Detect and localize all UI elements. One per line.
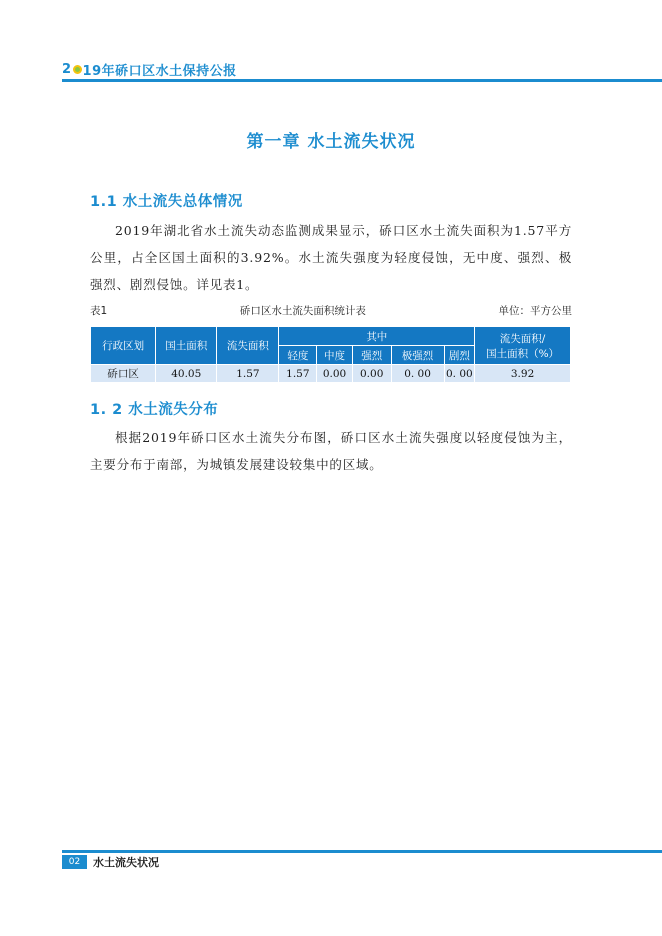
cell-very-intense: 0. 00 [391, 365, 444, 383]
table-unit: 单位：平方公里 [498, 305, 572, 317]
table-caption [90, 303, 572, 318]
header-region: 行政区划 [91, 327, 156, 365]
cell-intense: 0.00 [352, 365, 391, 383]
footer-section-label: 水土流失状况 [93, 856, 159, 869]
header-very-intense: 极强烈 [391, 346, 444, 365]
sun-logo-icon [73, 65, 82, 74]
header-title-suffix: 19年硚口区水土保持公报 [82, 64, 237, 79]
erosion-statistics-table [90, 326, 571, 383]
footer-rule [62, 850, 662, 853]
cell-region: 硚口区 [91, 365, 156, 383]
section-heading-1-2: 1. 2 水土流失分布 [90, 402, 219, 418]
header-erosion-area: 流失面积 [217, 327, 279, 365]
header-severe: 剧烈 [444, 346, 475, 365]
table-title: 硚口区水土流失面积统计表 [239, 305, 366, 317]
table-row [91, 365, 571, 383]
page-number: 02 [62, 855, 87, 869]
running-header [62, 60, 237, 79]
section-heading-1-1: 1.1 水土流失总体情况 [90, 194, 243, 210]
header-intense: 强烈 [352, 346, 391, 365]
header-title-prefix: 2 [62, 62, 72, 77]
header-ratio-line2: 国土面积（%） [486, 347, 560, 360]
header-of-which: 其中 [279, 327, 475, 346]
chapter-title: 第一章 水土流失状况 [246, 132, 416, 152]
section-1-2-paragraph: 根据2019年硚口区水土流失分布图，硚口区水土流失强度以轻度侵蚀为主，主要分布于南部，为城镇发展建设较集中的区域。 [90, 430, 572, 472]
section-1-1-paragraph: 2019年湖北省水土流失动态监测成果显示，硚口区水土流失面积为1.57平方公里，占全区国土面积的3.92%。水土流失强度为轻度侵蚀，无中度、强烈、极强烈、剧烈侵蚀。详见表1。 [90, 223, 572, 292]
cell-severe: 0. 00 [444, 365, 475, 383]
cell-land-area: 40.05 [156, 365, 217, 383]
table-number: 表1 [90, 305, 108, 317]
header-rule [62, 79, 662, 82]
cell-moderate: 0.00 [317, 365, 353, 383]
header-ratio [475, 327, 571, 365]
cell-ratio: 3.92 [475, 365, 571, 383]
cell-slight: 1.57 [279, 365, 317, 383]
header-land-area: 国土面积 [156, 327, 217, 365]
cell-erosion-area: 1.57 [217, 365, 279, 383]
header-moderate: 中度 [317, 346, 353, 365]
header-ratio-line1: 流失面积/ [499, 332, 546, 345]
header-slight: 轻度 [279, 346, 317, 365]
